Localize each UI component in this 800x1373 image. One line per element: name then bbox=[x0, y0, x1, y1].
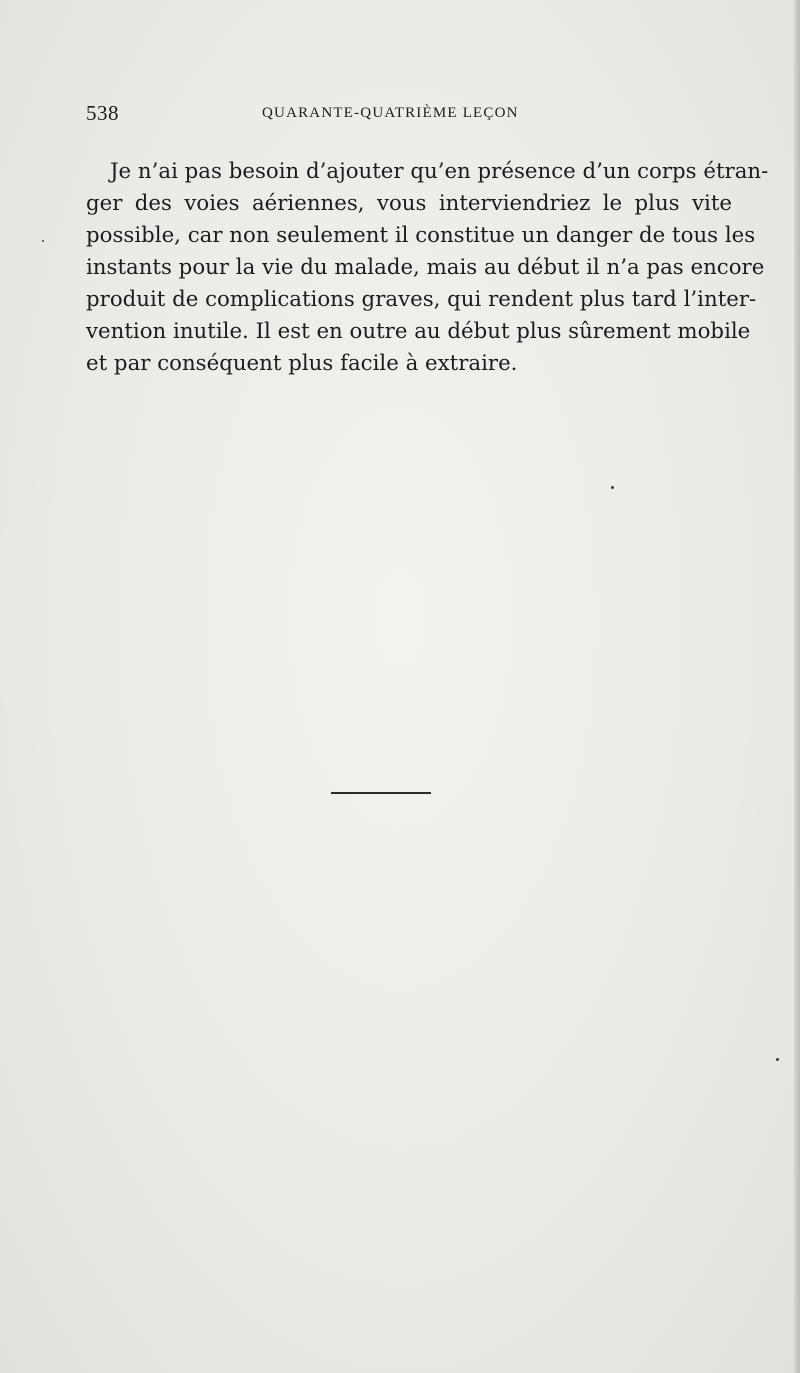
running-head: QUARANTE-QUATRIÈME LEÇON bbox=[262, 105, 519, 121]
print-speck bbox=[776, 1058, 779, 1061]
text-line: et par conséquent plus facile à extraire. bbox=[86, 351, 518, 376]
section-end-rule bbox=[331, 792, 431, 794]
page-header bbox=[86, 101, 732, 131]
text-line: possible, car non seulement il constitue un danger de tous les bbox=[86, 223, 756, 248]
page-number: 538 bbox=[86, 101, 119, 125]
paragraph bbox=[86, 156, 769, 380]
text-line: ger des voies aériennes, vous interviendriez le plus vite bbox=[86, 191, 732, 216]
text-line: Je n’ai pas besoin d’ajouter qu’en présence d’un corps étran- bbox=[110, 159, 769, 184]
print-speck bbox=[611, 486, 614, 489]
print-speck bbox=[42, 240, 44, 242]
text-line: instants pour la vie du malade, mais au début il n’a pas encore bbox=[86, 255, 765, 280]
page-edge bbox=[794, 0, 800, 1373]
text-line: produit de complications graves, qui rendent plus tard l’inter- bbox=[86, 287, 757, 312]
text-line: vention inutile. Il est en outre au début plus sûrement mobile bbox=[86, 319, 751, 344]
